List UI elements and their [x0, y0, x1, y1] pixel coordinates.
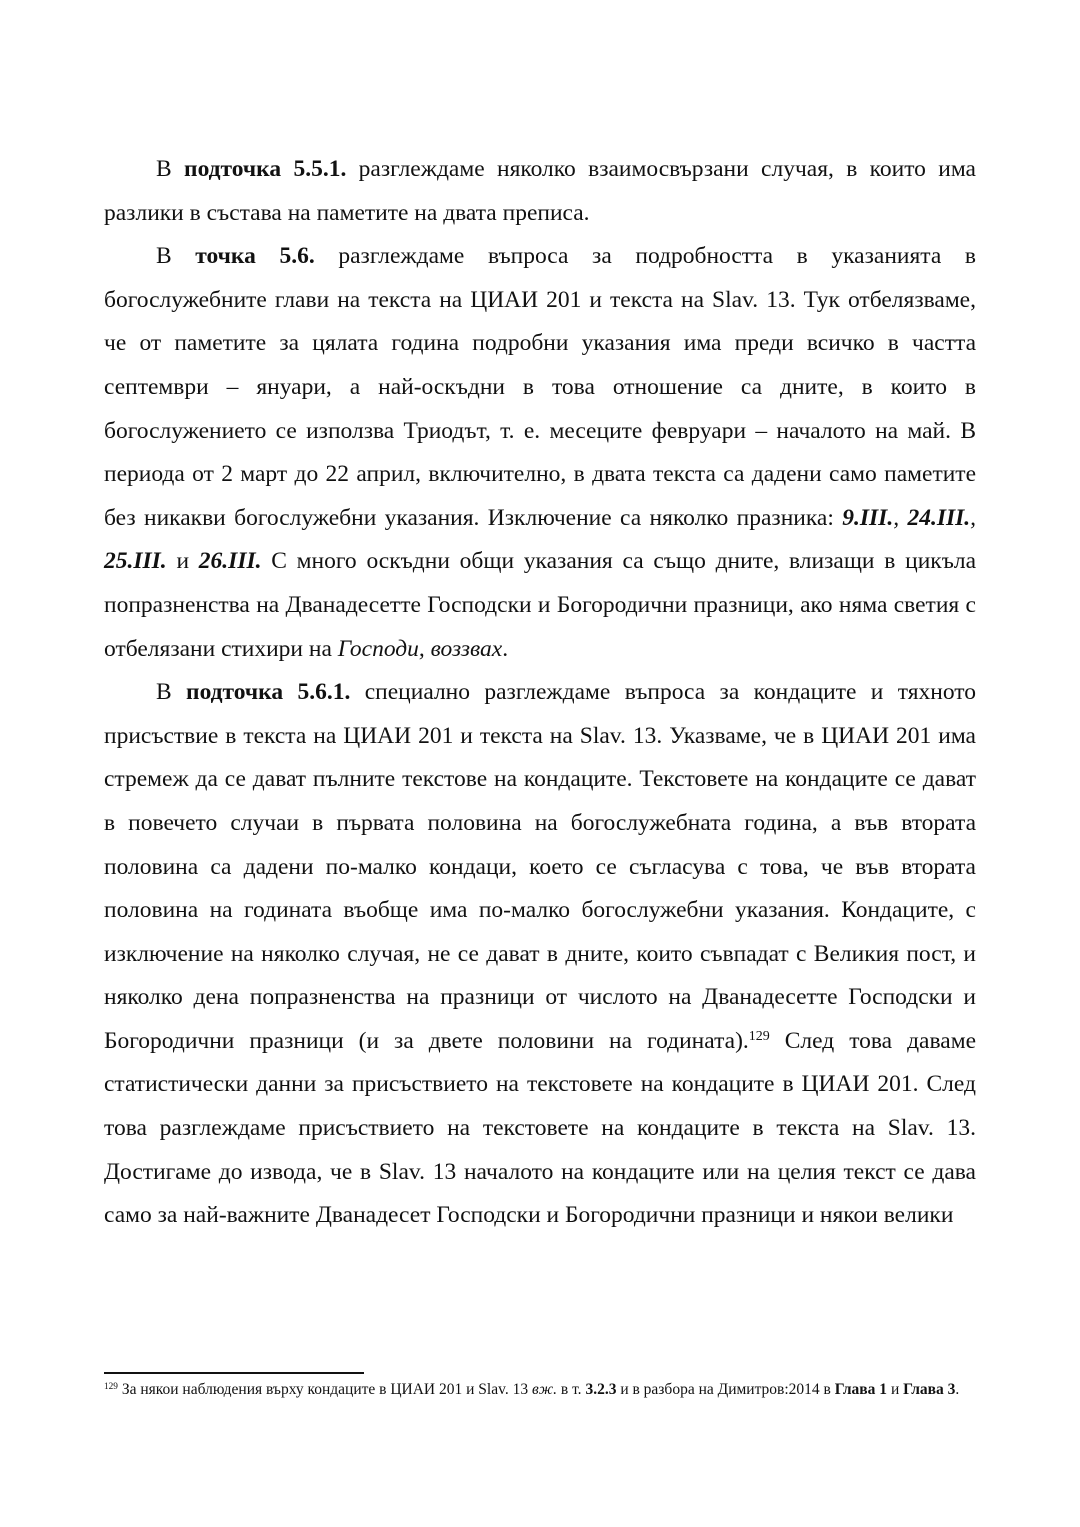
- date-ref: 9.III.: [842, 504, 894, 531]
- main-text: [104, 148, 976, 1238]
- section-ref: точка 5.6.: [195, 243, 315, 270]
- paragraph-point-5-6: В точка 5.6. разглеждаме въпроса за подробността в указанията в богослужебните глави на текста на ЦИАИ 201 и текста на Slav. 13. Тук отбелязваме, че от паметите за цялата година подробни указания има преди всичко в частта септември – януари, а най-оскъдни в това отношение са дните, в които в богослужението се използва Триодът, т. е. месеците февруари – началото на май. В периода от 2 март до 22 април, включително, в двата текста са дадени само паметите без никакви богослужебни указания. Изключение са няколко празника: 9.III., 24.III., 25.III. и 26.III. С много оскъдни общи указания са също дните, влизащи в цикъла попразненства на Дванадесетте Господски и Богородични празници, ако няма светия с отбелязани стихири на Господи, воззвах.: [104, 243, 977, 662]
- paragraph-subpoint-5-5-1: В подточка 5.5.1. разглеждаме няколко взаимосвързани случая, в които има разлики в състава на паметите на двата преписа.: [104, 156, 976, 226]
- date-ref: 26.III.: [198, 548, 262, 575]
- section-ref: подточка 5.6.1.: [186, 679, 351, 706]
- date-ref: 25.III.: [104, 548, 167, 575]
- date-ref: 24.III.: [907, 504, 971, 531]
- section-ref: подточка 5.5.1.: [184, 156, 347, 182]
- footnote-reference[interactable]: 129: [748, 1029, 770, 1045]
- footnote-number: 129: [104, 1381, 118, 1392]
- quoted-title: Господи, воззвах: [337, 635, 503, 662]
- paragraph-subpoint-5-6-1: В подточка 5.6.1. специално разглеждаме въпроса за кондаците и тяхното присъствие в текста на ЦИАИ 201 и текста на Slav. 13. Указваме, че в ЦИАИ 201 има стремеж да се дават пълните текстове на кондаците. Текстовете на кондаците се дават в повечето случаи в първата половина на богослужебната година, а във втората половина са дадени по-малко кондаци, което се съгласува с това, че във втората половина на годината въобще има по-малко богослужебни указания. Кондаците, с изключение на няколко случая, не се дават в дните, които съвпадат с Великия пост, и няколко дена попразненства на празници от числото на Дванадесетте Господски и Богородични празници (и за двете половини на годината).$^{129}$ След това даваме статистически данни за присъствието на текстовете на кондаците в ЦИАИ 201. След това разглеждаме присъствието на текстовете на кондаците в текста на Slav. 13. Достигаме до извода, че в Slav. 13 началото на кондаците или на целия текст се дава само за най-важните Дванадесет Господски и Богородични празници и някои велики: [104, 679, 976, 1229]
- footnote-separator: [104, 1372, 364, 1374]
- footnote-129: $^{129}$ За някои наблюдения върху кондаците в ЦИАИ 201 и Slav. 13 вж. в т. 3.2.3 и в разбора на Димитров:2014 в Глава 1 и Глава 3.: [104, 1381, 960, 1398]
